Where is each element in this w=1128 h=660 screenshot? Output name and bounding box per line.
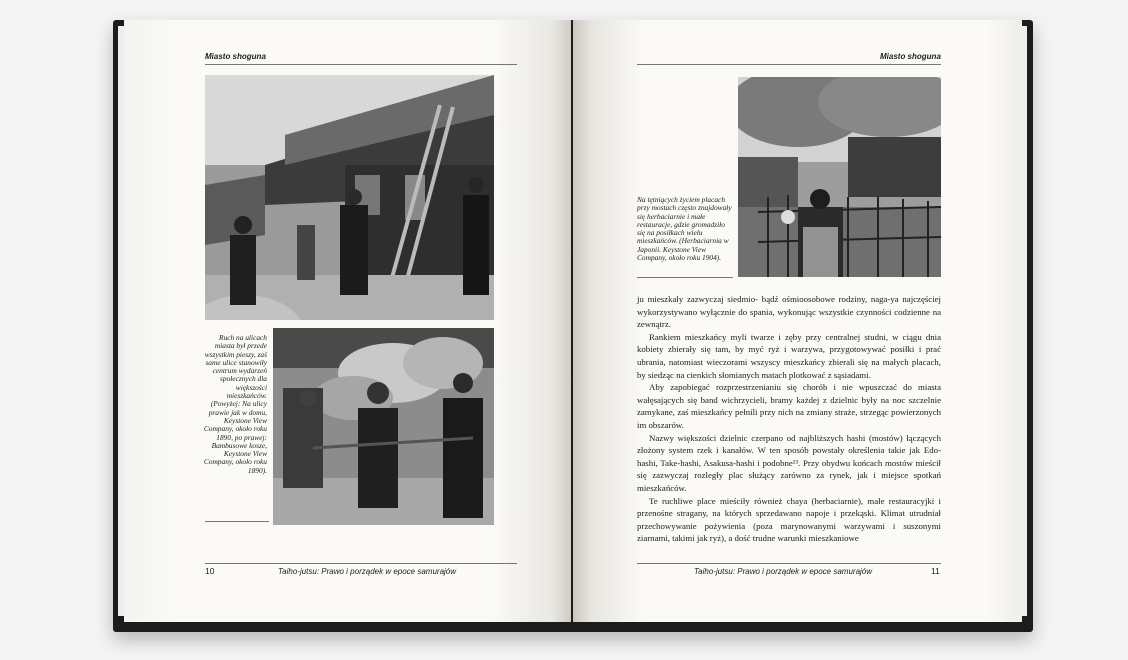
right-footer-rule bbox=[637, 563, 941, 564]
left-photo-caption: Ruch na ulicach miasta był przede wszystkim pieszy, zaś same ulice stanowiły centrum wydarzeń społecznych dla większości mieszkańców. (Powyżej: Na ulicy prawie jak w domu, Keystone View Company, około roku 1890, po prawej: Bambusowe kosze, Keystone View Company, około roku 1890). bbox=[203, 333, 267, 475]
right-page-number: 11 bbox=[931, 566, 940, 576]
paragraph: Rankiem mieszkańcy myli twarze i zęby przy centralnej studni, w ciągu dnia kobiety zbierały się tam, by myć ryż i warzywa, przygotowywać posiłki i prać ubrania, natomiast wieczorami wszyscy mieszkańcy zbierali się na małych placach, by siedząc na cienkich słomianych matach plotkować z sąsiadami. bbox=[637, 331, 941, 380]
left-page-number: 10 bbox=[205, 566, 215, 576]
right-footer-title: Taiho-jutsu: Prawo i porządek w epoce samurajów bbox=[694, 567, 873, 576]
bamboo-baskets-photo bbox=[273, 328, 494, 525]
right-running-head: Miasto shoguna bbox=[880, 52, 941, 61]
right-header-rule bbox=[637, 64, 941, 65]
left-caption-rule bbox=[205, 521, 269, 522]
paragraph: Te ruchliwe place mieściły również chaya (herbaciarnie), małe restauracyjki i przenośne straganу, na których sprzedawano napoje i przekąski. Klimat utrudniał przechowywanie pożywienia (poza marynowanymi warzywami i suszonymi ziarnami, takimi jak ryż), a dość trudne warunki mieszkaniowe bbox=[637, 495, 941, 544]
right-caption-rule bbox=[637, 277, 733, 278]
paragraph: Aby zapobiegać rozprzestrzenianiu się chorób i nie wpuszczać do miasta wałęsających się band wichrzycieli, bramy każdej z dzielnic były na noc szczelnie zamykane, zaś mieszkańcy pełnili przy nich na zmiany straże, strzegąc powierzonych im obszarów. bbox=[637, 382, 941, 430]
paragraph: ju mieszkały zazwyczaj siedmio- bądź ośmioosobowe rodziny, naga-ya najczęściej wykorzystywano wyłącznie do spania, wykonując wszystkie czynności codzienne na zewnątrz. bbox=[637, 294, 941, 330]
paragraph: Nazwy większości dzielnic czerpano od najbliższych hashi (mostów) łączących złożony system rzek i kanałów. W ten sposób powstały określenia takie jak Edo-hashi, Take-hashi, Asakusa-hashi i podobne¹³. Przy obydwu końcach mostów mieścił się zazwyczaj rozległy plac służący zarówno za rynek, jak i miejsce spotkań mieszkańców. bbox=[637, 432, 941, 493]
left-footer-title: Taiho-jutsu: Prawo i porządek w epoce samurajów bbox=[278, 567, 457, 576]
teahouse-photo bbox=[738, 77, 941, 277]
street-photo bbox=[205, 75, 494, 320]
left-footer-rule bbox=[205, 563, 517, 564]
left-running-head: Miasto shoguna bbox=[205, 52, 266, 61]
right-photo-caption: Na tętniących życiem placach przy mostach często znajdowały się herbaciarnie i małe restauracje, gdzie gromadziło się na posiłkach wielu mieszkańców. (Herbaciarnia w Japonii. Keystone View Company, około roku 1904). bbox=[637, 195, 732, 263]
left-header-rule bbox=[205, 64, 517, 65]
body-text bbox=[637, 293, 941, 545]
